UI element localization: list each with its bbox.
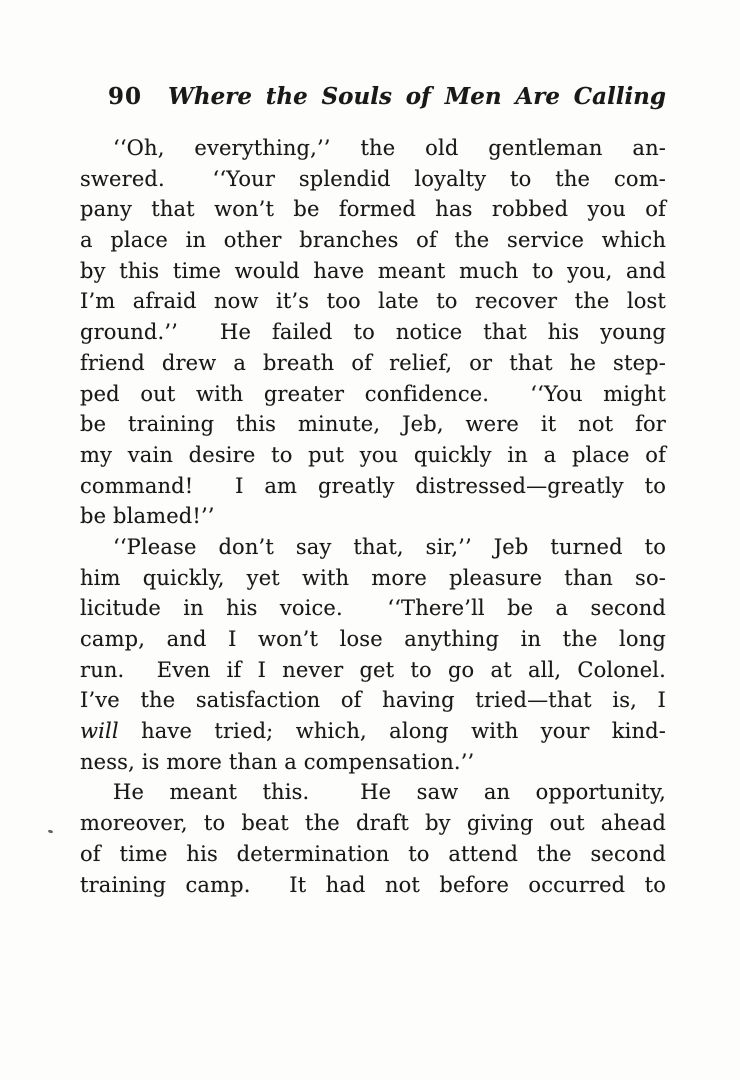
running-head bbox=[108, 83, 666, 111]
text-line: run. Even if I never get to go at all, Colonel. bbox=[80, 657, 666, 682]
text-line: swered. ‘‘Your splendid loyalty to the com- bbox=[80, 166, 666, 191]
text-line: my vain desire to put you quickly in a place of bbox=[80, 442, 666, 467]
scan-speck-artifact bbox=[48, 829, 54, 833]
page-number: 90 bbox=[108, 83, 143, 110]
text-line: I’ve the satisfaction of having tried—that is, I bbox=[80, 688, 666, 713]
text-line: training camp. It had not before occurred to bbox=[80, 872, 666, 897]
text-line: moreover, to beat the draft by giving out ahead bbox=[80, 811, 666, 836]
text-line: be blamed!’’ bbox=[80, 504, 215, 529]
text-line: licitude in his voice. ‘‘There’ll be a second bbox=[80, 596, 666, 621]
text-line: I’m afraid now it’s too late to recover the lost bbox=[80, 289, 666, 314]
text-line: will have tried; which, along with your kind- bbox=[80, 719, 666, 744]
text-line: of time his determination to attend the second bbox=[80, 841, 666, 866]
text-line: camp, and I won’t lose anything in the long bbox=[80, 627, 666, 651]
text-line: friend drew a breath of relief, or that he step- bbox=[80, 350, 666, 375]
text-line: be training this minute, Jeb, were it not for bbox=[80, 412, 666, 437]
text-block bbox=[80, 133, 666, 900]
text-line: ped out with greater confidence. ‘‘You might bbox=[80, 381, 666, 406]
text-line: pany that won’t be formed has robbed you of bbox=[80, 197, 666, 222]
text-line: ground.’’ He failed to notice that his young bbox=[80, 320, 666, 345]
text-line: ‘‘Please don’t say that, sir,’’ Jeb turned to bbox=[113, 534, 666, 559]
paragraph bbox=[80, 532, 666, 778]
paragraph bbox=[80, 777, 666, 900]
text-line: ness, is more than a compensation.’’ bbox=[80, 749, 475, 774]
text-line: by this time would have meant much to you, and bbox=[80, 258, 666, 283]
running-title: Where the Souls of Men Are Calling bbox=[168, 83, 666, 110]
text-line: him quickly, yet with more pleasure than so- bbox=[80, 565, 666, 590]
text-line: He meant this. He saw an opportunity, bbox=[113, 780, 666, 805]
text-line: command! I am greatly distressed—greatly to bbox=[80, 473, 666, 498]
paragraph bbox=[80, 133, 666, 532]
text-line: a place in other branches of the service which bbox=[80, 228, 666, 253]
text-line: ‘‘Oh, everything,’’ the old gentleman an- bbox=[113, 136, 666, 160]
